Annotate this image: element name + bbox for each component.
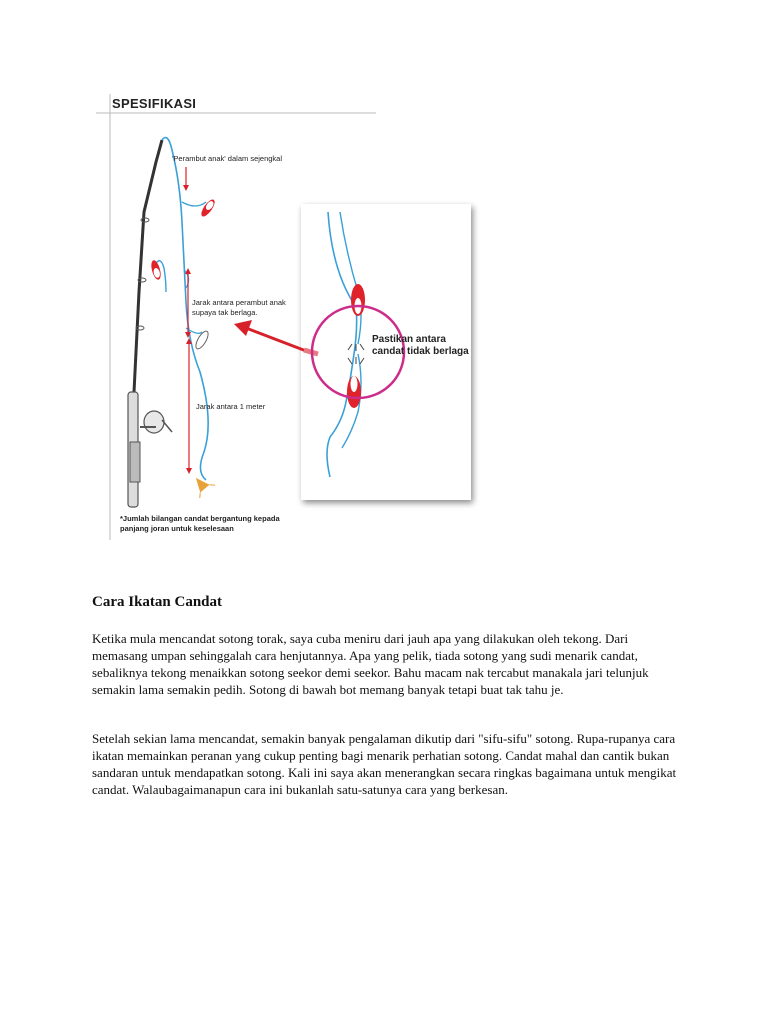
measure-arrow-long [186, 338, 192, 474]
label-jarak-meter: Jarak antara 1 meter [196, 402, 266, 411]
figure-title: SPESIFIKASI [112, 96, 197, 111]
squid-jig-icon [351, 284, 365, 316]
label-jarak-perambut-line2: supaya tak berlaga. [192, 308, 258, 317]
measure-arrow-short [183, 167, 189, 191]
callout-line1: Pastikan antara [372, 334, 446, 345]
article-paragraph-1: Ketika mula mencandat sotong torak, saya cuba meniru dari jauh apa yang dilakukan oleh tekong. Dari memasang umpan sehinggalah cara henjutannya. Apa yang pelik, tiada sotong yang sudi menarik candat, sebaliknya tekong menaikkan sotong seekor demi seekor. Bahu macam nak tercabut manakala jari telunjuk semakin lama semakin pedih. Sotong di bawah bot memang banyak tetapi buat tak tahu je. [92, 631, 649, 697]
label-perambut: 'Perambut anak' dalam sejengkal [172, 154, 283, 163]
note-line2: panjang joran untuk keselesaan [120, 524, 234, 533]
article-paragraph-2: Setelah sekian lama mencandat, semakin banyak pengalaman dikutip dari "sifu-sifu" sotong. Rupa-rupanya cara ikatan memainkan peranan yang cukup penting bagi menarik perhatian sotong. Candat mahal dan cantik bukan sandaran untuk mendapatkan sotong. Kali ini saya akan menerangkan secara ringkas bagaimana untuk mengikat candat. Walaubagaimanapun cara ini bukanlah satu-satunya cara yang berkesan. [92, 731, 677, 797]
note-line1: *Jumlah bilangan candat bergantung kepada [120, 514, 280, 523]
squid-jig-icon [150, 259, 163, 280]
specification-figure [96, 92, 476, 542]
article-heading: Cara Ikatan Candat [92, 594, 223, 610]
fishing-rod-icon [128, 140, 172, 507]
pointer-arrow [234, 320, 318, 354]
label-jarak-perambut-line1: Jarak antara perambut anak [192, 298, 286, 307]
rig-diagram [96, 92, 476, 542]
squid-jig-icon [347, 376, 361, 408]
jig-hooks-icon [348, 344, 364, 364]
callout-line2: candat tidak berlaga [372, 346, 469, 357]
squid-jig-icon [199, 198, 217, 219]
